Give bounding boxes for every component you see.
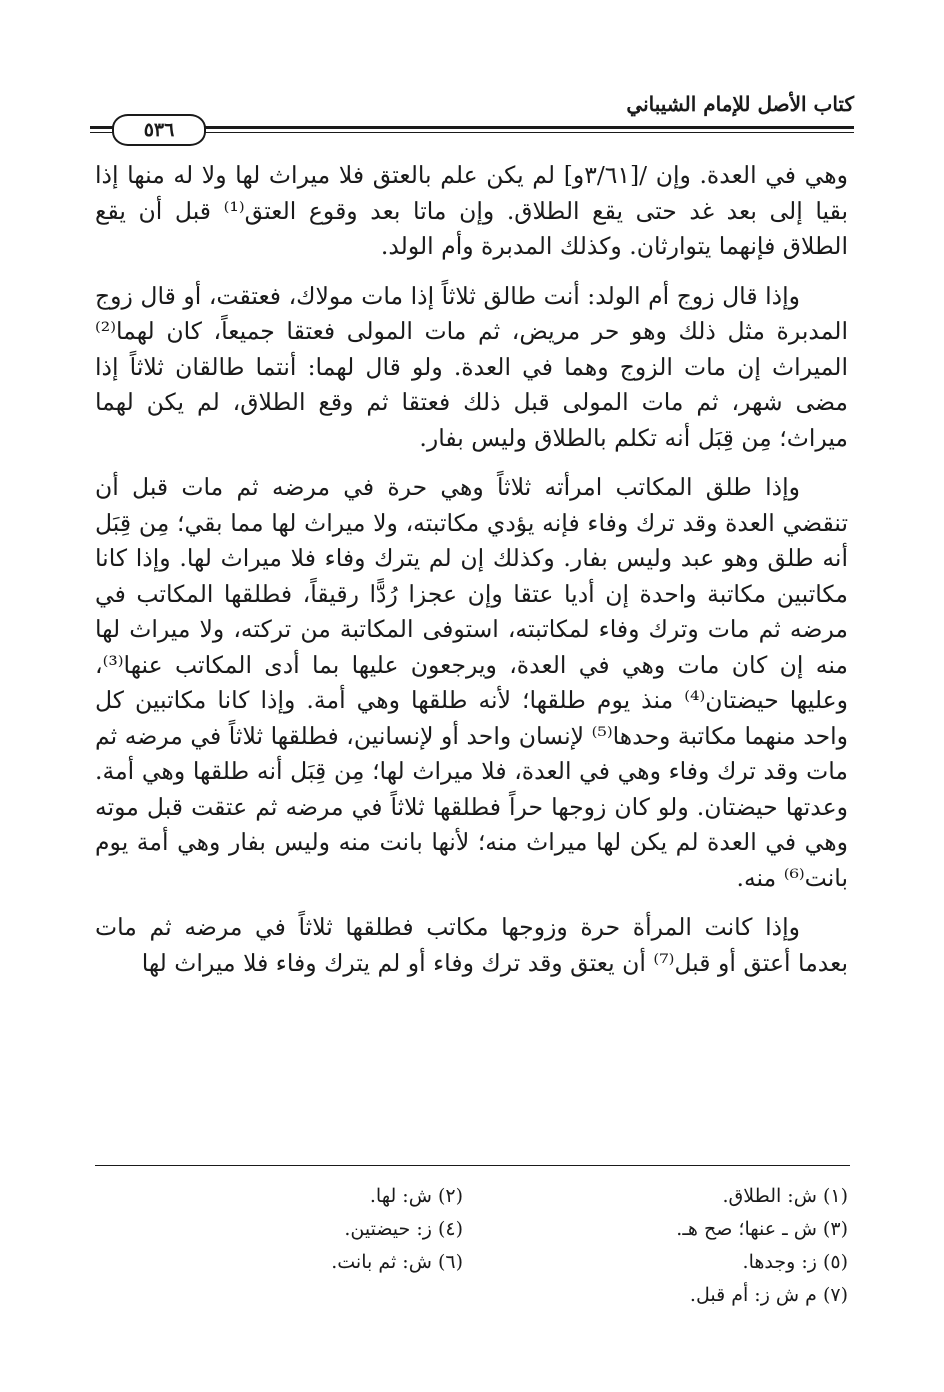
footnote-1: (١) ش: الطلاق. [722, 1185, 848, 1207]
footnote-6: (٦) ش: ثم بانت. [331, 1251, 463, 1273]
footnotes-right-column [676, 1180, 848, 1312]
footnote-2: (٢) ش: لها. [369, 1185, 463, 1207]
footnote-3: (٣) ش ـ عنها؛ صح هـ. [676, 1218, 848, 1240]
footnote-5: (٥) ز: وجدها. [742, 1251, 848, 1273]
footnote-separator [95, 1165, 850, 1166]
paragraph-3: وإذا طلق المكاتب امرأته ثلاثاً وهي حرة في مرضه ثم مات قبل أن تنقضي العدة وقد ترك وفاء فإنه يؤدي مكاتبته، ولا ميراث لها مما بقي؛ مِن قِبَل أنه طلق وهو عبد وليس بفار. وكذلك إن لم يترك وفاء فلا ميراث لها. وإذا كانا مكاتبين مكاتبة واحدة إن أديا عتقا وإن عجزا رُدًّا رقيقاً، فطلقها المكاتب في مرضه ثم مات وترك وفاء لمكاتبته، استوفى المكاتبة من تركته، ولا ميراث لها منه إن كان مات وهي في العدة، ويرجعون عليها بما أدى المكاتب عنها⁽³⁾، وعليها حيضتان⁽⁴⁾ منذ يوم طلقها؛ لأنه طلقها وهي أمة. وإذا كانا مكاتبين كل واحد منهما مكاتبة وحدها⁽⁵⁾ لإنسان واحد أو لإنسانين، فطلقها ثلاثاً في مرضه ثم مات وقد ترك وفاء وهي في العدة، فلا ميراث لها؛ مِن قِبَل أنه طلقها وهي أمة. وعدتها حيضتان. ولو كان زوجها حراً فطلقها ثلاثاً في مرضه ثم عتقت قبل موته وهي في العدة لم يكن لها ميراث منه؛ لأنها بانت منه وليس بفار وهي أمة يوم بانت⁽⁶⁾ منه. [95, 473, 848, 892]
page-header [90, 78, 854, 148]
paragraph-2: وإذا قال زوج أم الولد: أنت طالق ثلاثاً إذا مات مولاك، فعتقت، أو قال زوج المدبرة مثل ذلك وهو حر مريض، ثم مات المولى فعتقا جميعاً، كان لهما⁽²⁾ الميراث إن مات الزوج وهما في العدة. ولو قال لهما: أنتما طالقان ثلاثاً إذا مضى شهر، ثم مات المولى قبل ذلك فعتقا ثم وقع الطلاق، لم يكن لهما ميراث؛ مِن قِبَل أنه تكلم بالطلاق وليس بفار. [95, 281, 848, 452]
book-title: كتاب الأصل للإمام الشيباني [626, 92, 854, 116]
footnote-7: (٧) م ش ز: أم قبل. [689, 1284, 848, 1306]
main-text [95, 158, 848, 981]
footnote-4: (٤) ز: حيضتين. [344, 1218, 463, 1240]
page-number-frame [112, 114, 206, 146]
paragraph-1: وهي في العدة. وإن /[٣/٦١و] لم يكن علم بالعتق فلا ميراث لها ولا له منها إذا بقيا إلى بعد غد حتى يقع الطلاق. وإن ماتا بعد وقوع العتق⁽¹⁾ قبل أن يقع الطلاق فإنهما يتوارثان. وكذلك المدبرة وأم الولد. [95, 161, 849, 260]
page-number: ٥٣٦ [143, 119, 175, 141]
paragraph-4: وإذا كانت المرأة حرة وزوجها مكاتب فطلقها ثلاثاً في مرضه ثم مات بعدما أعتق أو قبل⁽⁷⁾ أن يعتق وقد ترك وفاء أو لم يترك وفاء فلا ميراث لها [95, 913, 848, 977]
footnotes-left-column [331, 1180, 463, 1279]
